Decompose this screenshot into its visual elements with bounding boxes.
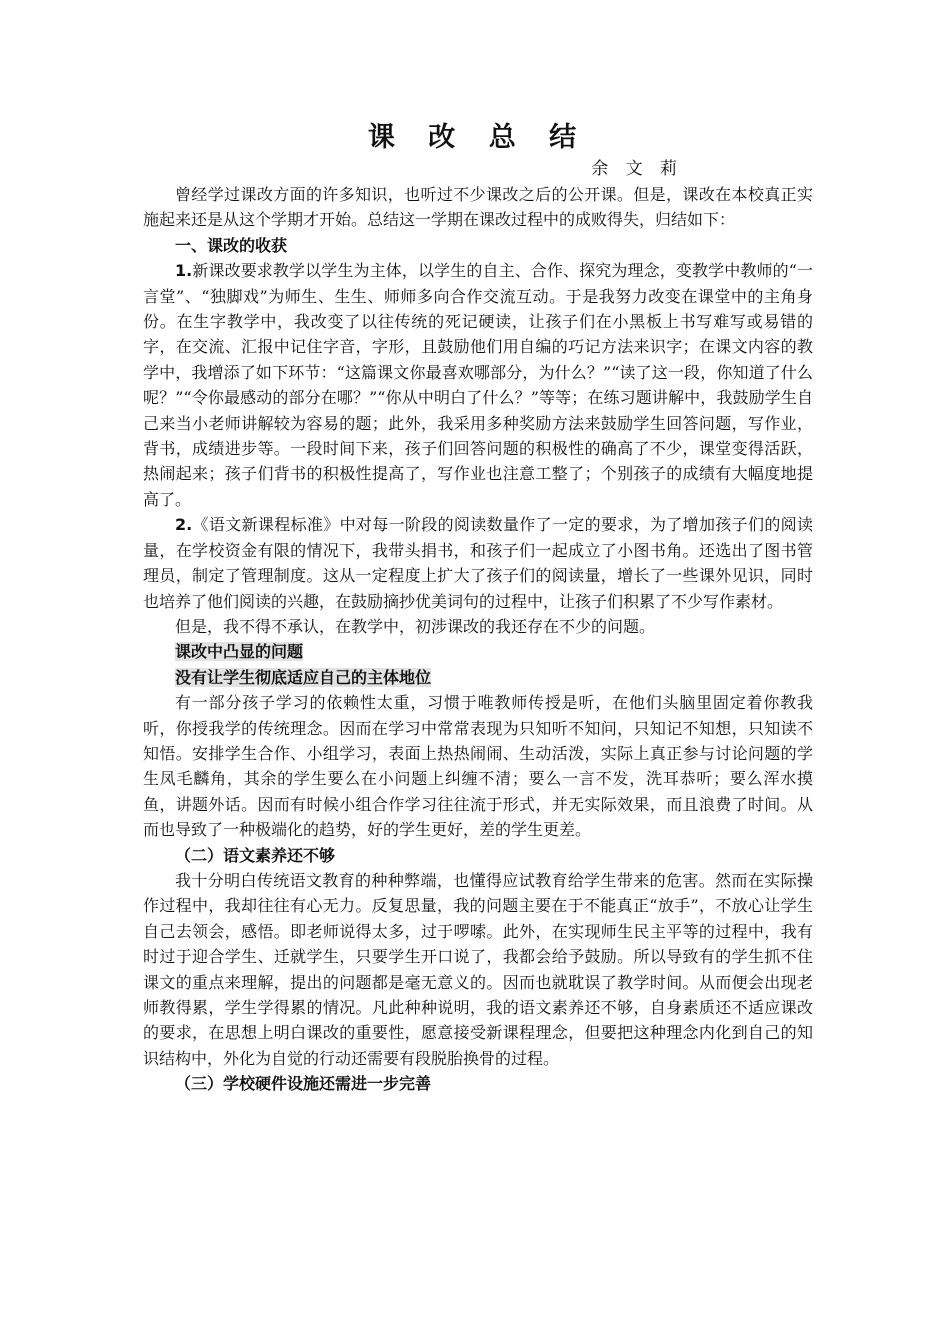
document-author: 余 文 莉 — [591, 159, 683, 179]
subheading-student-role — [143, 665, 813, 690]
gain-item-1 — [143, 258, 813, 512]
section-heading-problems — [143, 639, 813, 664]
document-body — [143, 118, 813, 1097]
gain-item-1-text: 新课改要求教学以学生为主体，以学生的自主、合作、探究为理念，变教学中教师的“一言堂”、“独脚戏”为师生、生生、师师多向合作交流互动。于是我努力改变在课堂中的主角身份。在生字教学中，我改变了以往传统的死记硬读，让孩子们在小黑板上书写难写或易错的字，在交流、汇报中记住字音，字形，且鼓励他们用自编的巧记方法来识字；在课文内容的教学中，我增添了如下环节：“这篇课文你最喜欢哪部分，为什么？”“读了这一段，你知道了什么呢？”“令你最感动的部分在哪？”“你从中明白了什么？”等等；在练习题讲解中，我鼓励学生自己来当小老师讲解较为容易的题；此外，我采用多种奖励方法来鼓励学生回答问题，写作业，背书，成绩进步等。一段时间下来，孩子们回答问题的积极性的确高了不少，课堂变得活跃，热闹起来；孩子们背书的积极性提高了，写作业也注意工整了；个别孩子的成绩有大幅度地提高了。 — [143, 261, 813, 509]
literacy-paragraph: 我十分明白传统语文教育的种种弊端，也懂得应试教育给学生带来的危害。然而在实际操作过程中，我却往往有心无力。反复思量，我的问题主要在于不能真正“放手”，不放心让学生自己去领会，感悟。即老师说得太多，过于啰嗦。此外，在实现师生民主平等的过程中，我有时过于迎合学生、迁就学生，只要学生开口说了，我都会给予鼓励。所以导致有的学生抓不住课文的重点来理解，提出的问题都是毫无意义的。因而也就耽误了教学时间。从而便会出现老师教得累，学生学得累的情况。凡此种种说明，我的语文素养还不够，自身素质还不适应课改的要求，在思想上明白课改的重要性，愿意接受新课程理念，但要把这种理念内化到自己的知识结构中，外化为自觉的行动还需要有段脱胎换骨的过程。 — [143, 870, 813, 1068]
subheading-facilities: （三）学校硬件设施还需进一步完善 — [175, 1074, 432, 1094]
student-role-paragraph: 有一部分孩子学习的依赖性太重，习惯于唯教师传授是听，在他们头脑里固定着你教我听，你授我学的传统理念。因而在学习中常常表现为只知听不知问，只知记不知想，只知读不知悟。安排学生合作、小组学习，表面上热热闹闹、生动活泼，实际上真正参与讨论问题的学生凤毛麟角，其余的学生要么在小问题上纠缠不清；要么一言不发，洗耳恭听；要么浑水摸鱼，讲题外话。因而有时候小组合作学习往往流于形式，并无实际效果，而且浪费了时间。从而也导致了一种极端化的趋势，好的学生更好，差的学生更差。 — [143, 693, 813, 840]
subheading-literacy: （二）语文素养还不够 — [175, 845, 336, 865]
subheading-student-role-text: 没有让学生彻底适应自己的主体地位 — [175, 667, 432, 687]
gain-item-2-number: 2. — [175, 515, 193, 535]
intro-paragraph: 曾经学过课改方面的许多知识，也听过不少课改之后的公开课。但是，课改在本校真正实施起来还是从这个学期才开始。总结这一学期在课改过程中的成败得失，归结如下： — [143, 185, 813, 230]
gain-item-2 — [143, 512, 813, 614]
document-title: 课 改 总 结 — [367, 122, 589, 153]
transition-paragraph: 但是，我不得不承认，在教学中，初涉课改的我还存在不少的问题。 — [175, 616, 656, 636]
gain-item-1-number: 1. — [175, 261, 193, 281]
section-heading-gains: 一、课改的收获 — [175, 235, 288, 255]
section-heading-problems-text: 课改中凸显的问题 — [175, 642, 304, 662]
gain-item-2-text: 《语文新课程标准》中对每一阶段的阅读数量作了一定的要求，为了增加孩子们的阅读量，在学校资金有限的情况下，我带头捐书，和孩子们一起成立了小图书角。还选出了图书管理员，制定了管理制度。这从一定程度上扩大了孩子们的阅读量，增长了一些课外见识，同时也培养了他们阅读的兴趣，在鼓励摘抄优美词句的过程中，让孩子们积累了不少写作素材。 — [143, 515, 813, 611]
